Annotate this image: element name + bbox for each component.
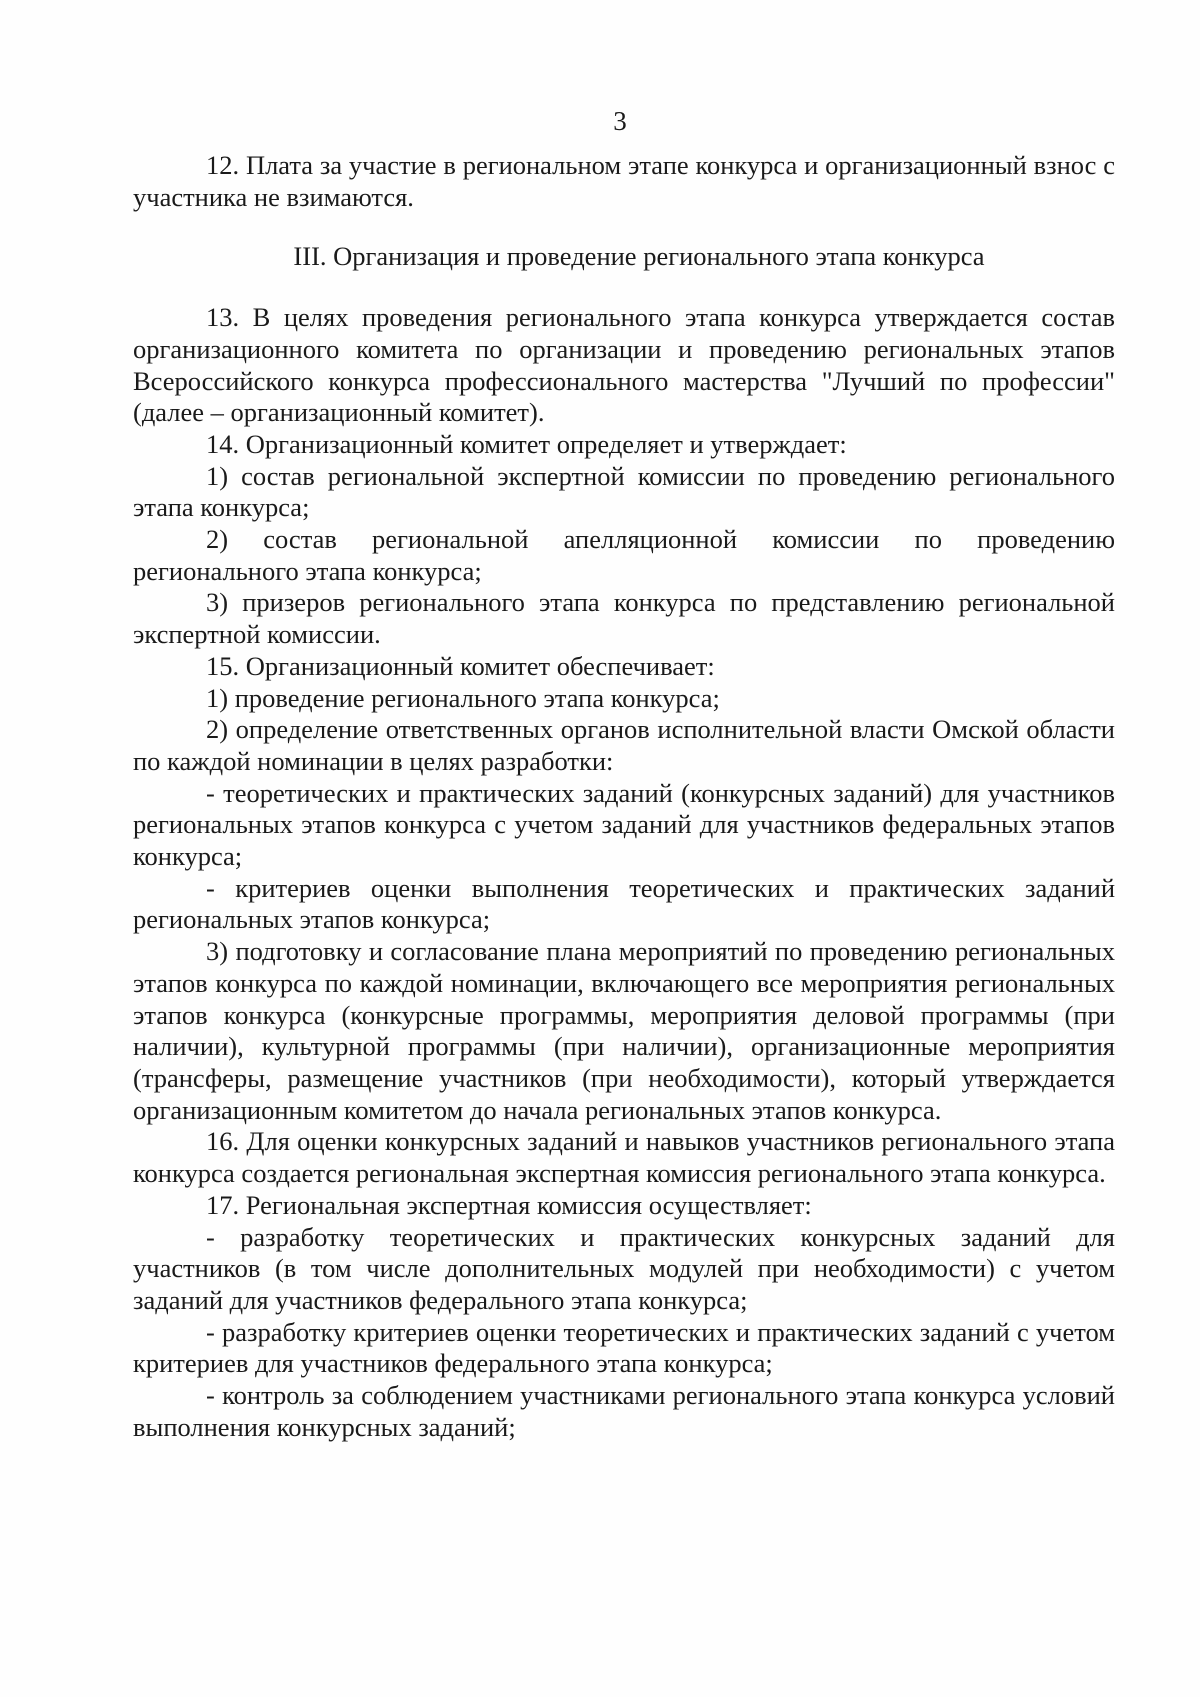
paragraph-17-dash-2: - разработку критериев оценки теоретических и практических заданий с учетом критериев для участников федерального этапа конкурса;: [133, 1316, 1115, 1379]
paragraph-15-item-2-dash-1: - теоретических и практических заданий (конкурсных заданий) для участников региональных этапов конкурса с учетом заданий для участников федеральных этапов конкурса;: [133, 777, 1115, 872]
paragraph-15-item-1: 1) проведение регионального этапа конкурса;: [206, 682, 720, 713]
paragraph-13: 13. В целях проведения регионального этапа конкурса утверждается состав организационного комитета по организации и проведению региональных этапов Всероссийского конкурса профессионального мастерства "Лучший по профессии" (далее – организационный комитет).: [133, 302, 1115, 428]
paragraph-14: 14. Организационный комитет определяет и утверждает:: [206, 428, 847, 459]
paragraph-15-item-2-dash-2: - критериев оценки выполнения теоретических и практических заданий региональных этапов конкурса;: [133, 872, 1115, 935]
paragraph-14-item-2: 2) состав региональной апелляционной комиссии по проведению регионального этапа конкурса;: [133, 524, 1115, 586]
paragraph-15: 15. Организационный комитет обеспечивает:: [206, 650, 715, 681]
paragraph-16: 16. Для оценки конкурсных заданий и навыков участников регионального этапа конкурса создается региональная экспертная комиссия регионального этапа конкурса.: [133, 1126, 1115, 1189]
page-number: 3: [613, 106, 627, 136]
paragraph-15-item-2: 2) определение ответственных органов исполнительной власти Омской области по каждой номинации в целях разработки:: [133, 714, 1115, 776]
paragraph-17: 17. Региональная экспертная комиссия осуществляет:: [206, 1189, 812, 1220]
document-body: [133, 150, 1115, 1443]
section-heading: III. Организация и проведение регионального этапа конкурса: [293, 241, 985, 272]
paragraph-12: 12. Плата за участие в региональном этапе конкурса и организационный взнос с участника не взимаются.: [133, 150, 1115, 212]
paragraph-17-dash-3: - контроль за соблюдением участниками регионального этапа конкурса условий выполнения конкурсных заданий;: [133, 1380, 1115, 1442]
paragraph-15-item-3: 3) подготовку и согласование плана мероприятий по проведению региональных этапов конкурса по каждой номинации, включающего все мероприятия региональных этапов конкурса (конкурсные программы, мероприятия деловой программы (при наличии), культурной программы (при наличии), организационные мероприятия (трансферы, размещение участников (при необходимости), который утверждается организационным комитетом до начала региональных этапов конкурса.: [133, 936, 1115, 1125]
paragraph-14-item-1: 1) состав региональной экспертной комиссии по проведению регионального этапа конкурса;: [133, 460, 1115, 523]
paragraph-14-item-3: 3) призеров регионального этапа конкурса по представлению региональной экспертной комиссии.: [133, 587, 1115, 650]
paragraph-17-dash-1: - разработку теоретических и практических конкурсных заданий для участников (в том числе дополнительных модулей при необходимости) с учетом заданий для участников федерального этапа конкурса;: [133, 1221, 1115, 1315]
